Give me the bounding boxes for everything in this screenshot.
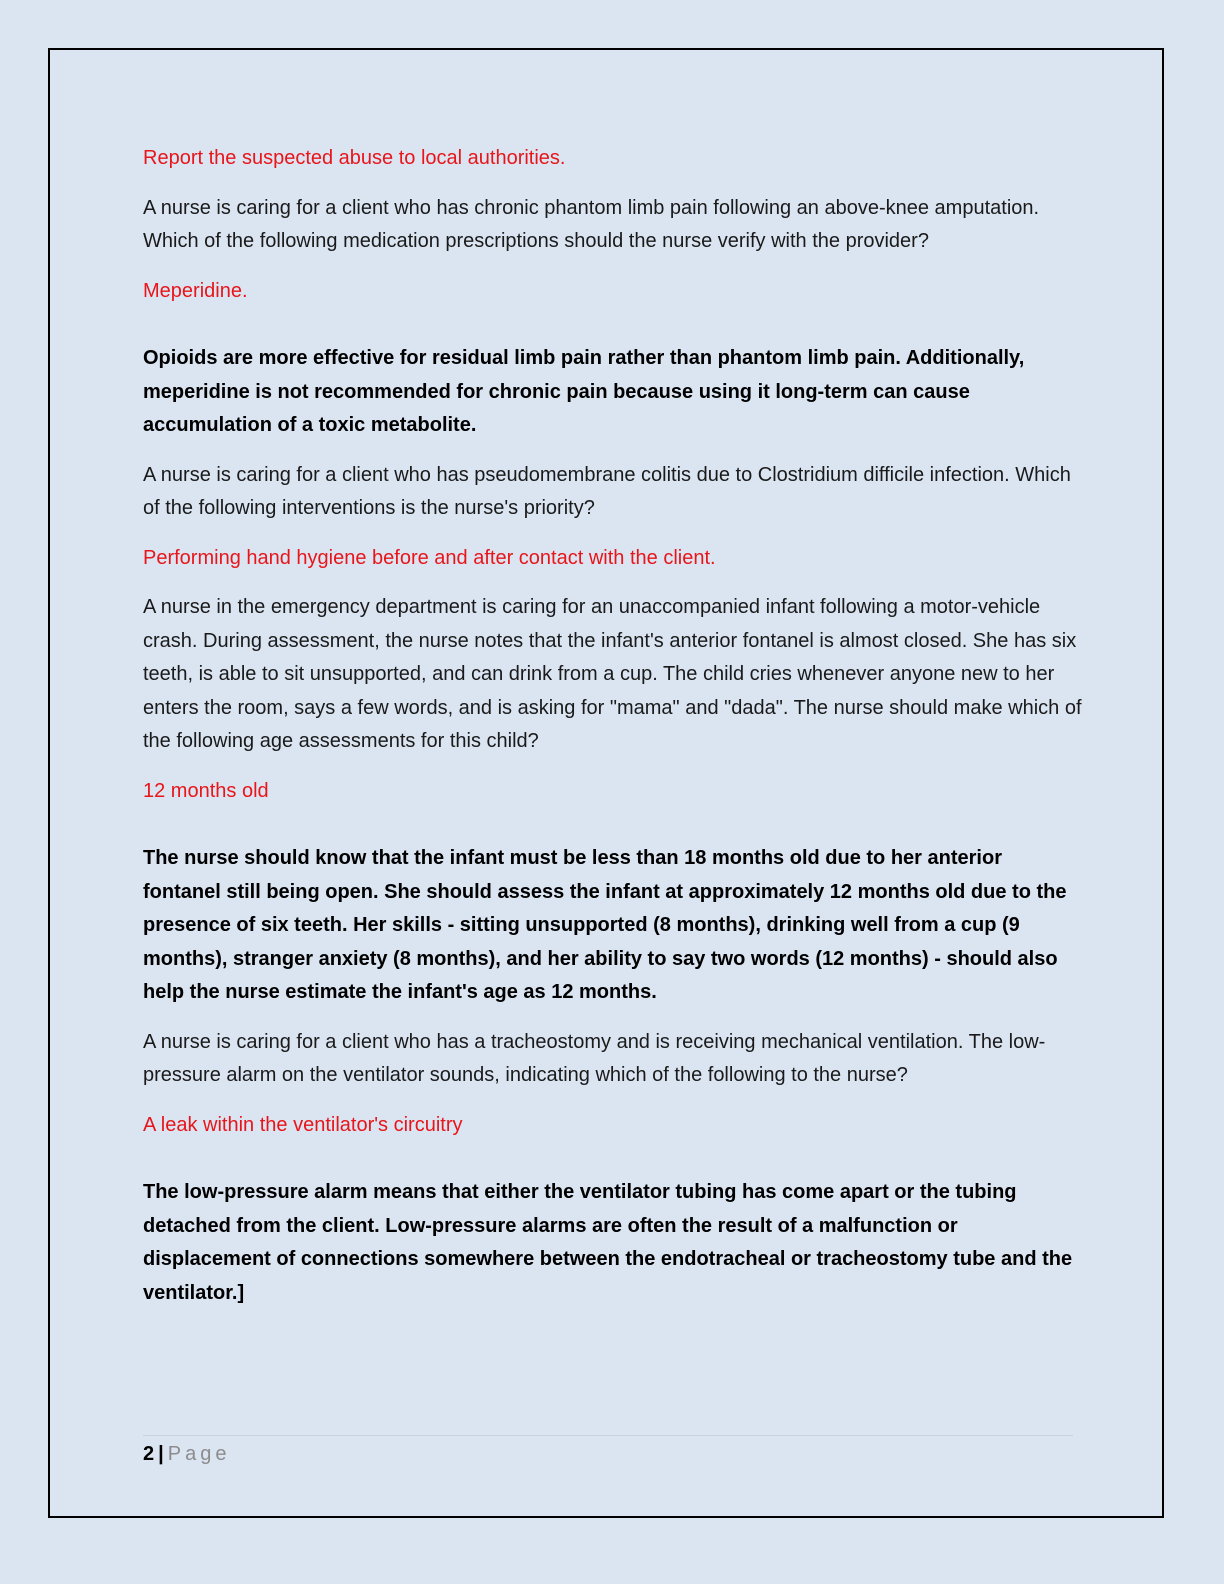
spacer — [143, 324, 1083, 342]
spacer — [143, 1158, 1083, 1176]
footer-divider — [143, 1435, 1073, 1436]
footer-separator: | — [158, 1443, 164, 1465]
answer-text: Report the suspected abuse to local authorities. — [143, 147, 566, 169]
answer-text: 12 months old — [143, 779, 269, 802]
question-text: A nurse is caring for a client who has a tracheostomy and is receiving mechanical ventilation. The low-pressure alarm on the ventilator sounds, indicating which of the following to the nurse? — [143, 1030, 1046, 1086]
page-number: 2 — [143, 1443, 155, 1465]
answer-text: Performing hand hygiene before and after contact with the client. — [143, 546, 716, 569]
rationale-text: Opioids are more effective for residual limb pain rather than phantom limb pain. Additionally, meperidine is not recommended for chronic pain because using it long-term can cause accumulation of a toxic metabolite. — [143, 347, 1025, 436]
answer-text: A leak within the ventilator's circuitry — [143, 1113, 463, 1136]
spacer — [143, 824, 1083, 842]
question-text: A nurse is caring for a client who has chronic phantom limb pain following an above-knee amputation. Which of the following medication prescriptions should the nurse verify with the provider? — [143, 196, 1040, 252]
page-footer — [143, 1438, 230, 1470]
answer-text: Meperidine. — [143, 279, 248, 302]
rationale-text: The low-pressure alarm means that either the ventilator tubing has come apart or the tubing detached from the client. Low-pressure alarms are often the result of a malfunction or displacement of connections somewhere between the endotracheal or tracheostomy tube and the ventilator.] — [143, 1181, 1073, 1304]
rationale-text: The nurse should know that the infant must be less than 18 months old due to her anterior fontanel still being open. She should assess the infant at approximately 12 months old due to the presence of six teeth. Her skills - sitting unsupported (8 months), drinking well from a cup (9 months), stranger anxiety (8 months), and her ability to say two words (12 months) - should also help the nurse estimate the infant's age as 12 months. — [143, 847, 1067, 1003]
document-body — [143, 142, 1083, 1326]
page-label: Page — [167, 1443, 231, 1465]
question-text: A nurse is caring for a client who has pseudomembrane colitis due to Clostridium difficile infection. Which of the following interventions is the nurse's priority? — [143, 463, 1071, 519]
question-text: A nurse in the emergency department is caring for an unaccompanied infant following a motor-vehicle crash. During assessment, the nurse notes that the infant's anterior fontanel is almost closed. She has six teeth, is able to sit unsupported, and can drink from a cup. The child cries whenever anyone new to her enters the room, says a few words, and is asking for "mama" and "dada". The nurse should make which of the following age assessments for this child? — [143, 596, 1082, 752]
